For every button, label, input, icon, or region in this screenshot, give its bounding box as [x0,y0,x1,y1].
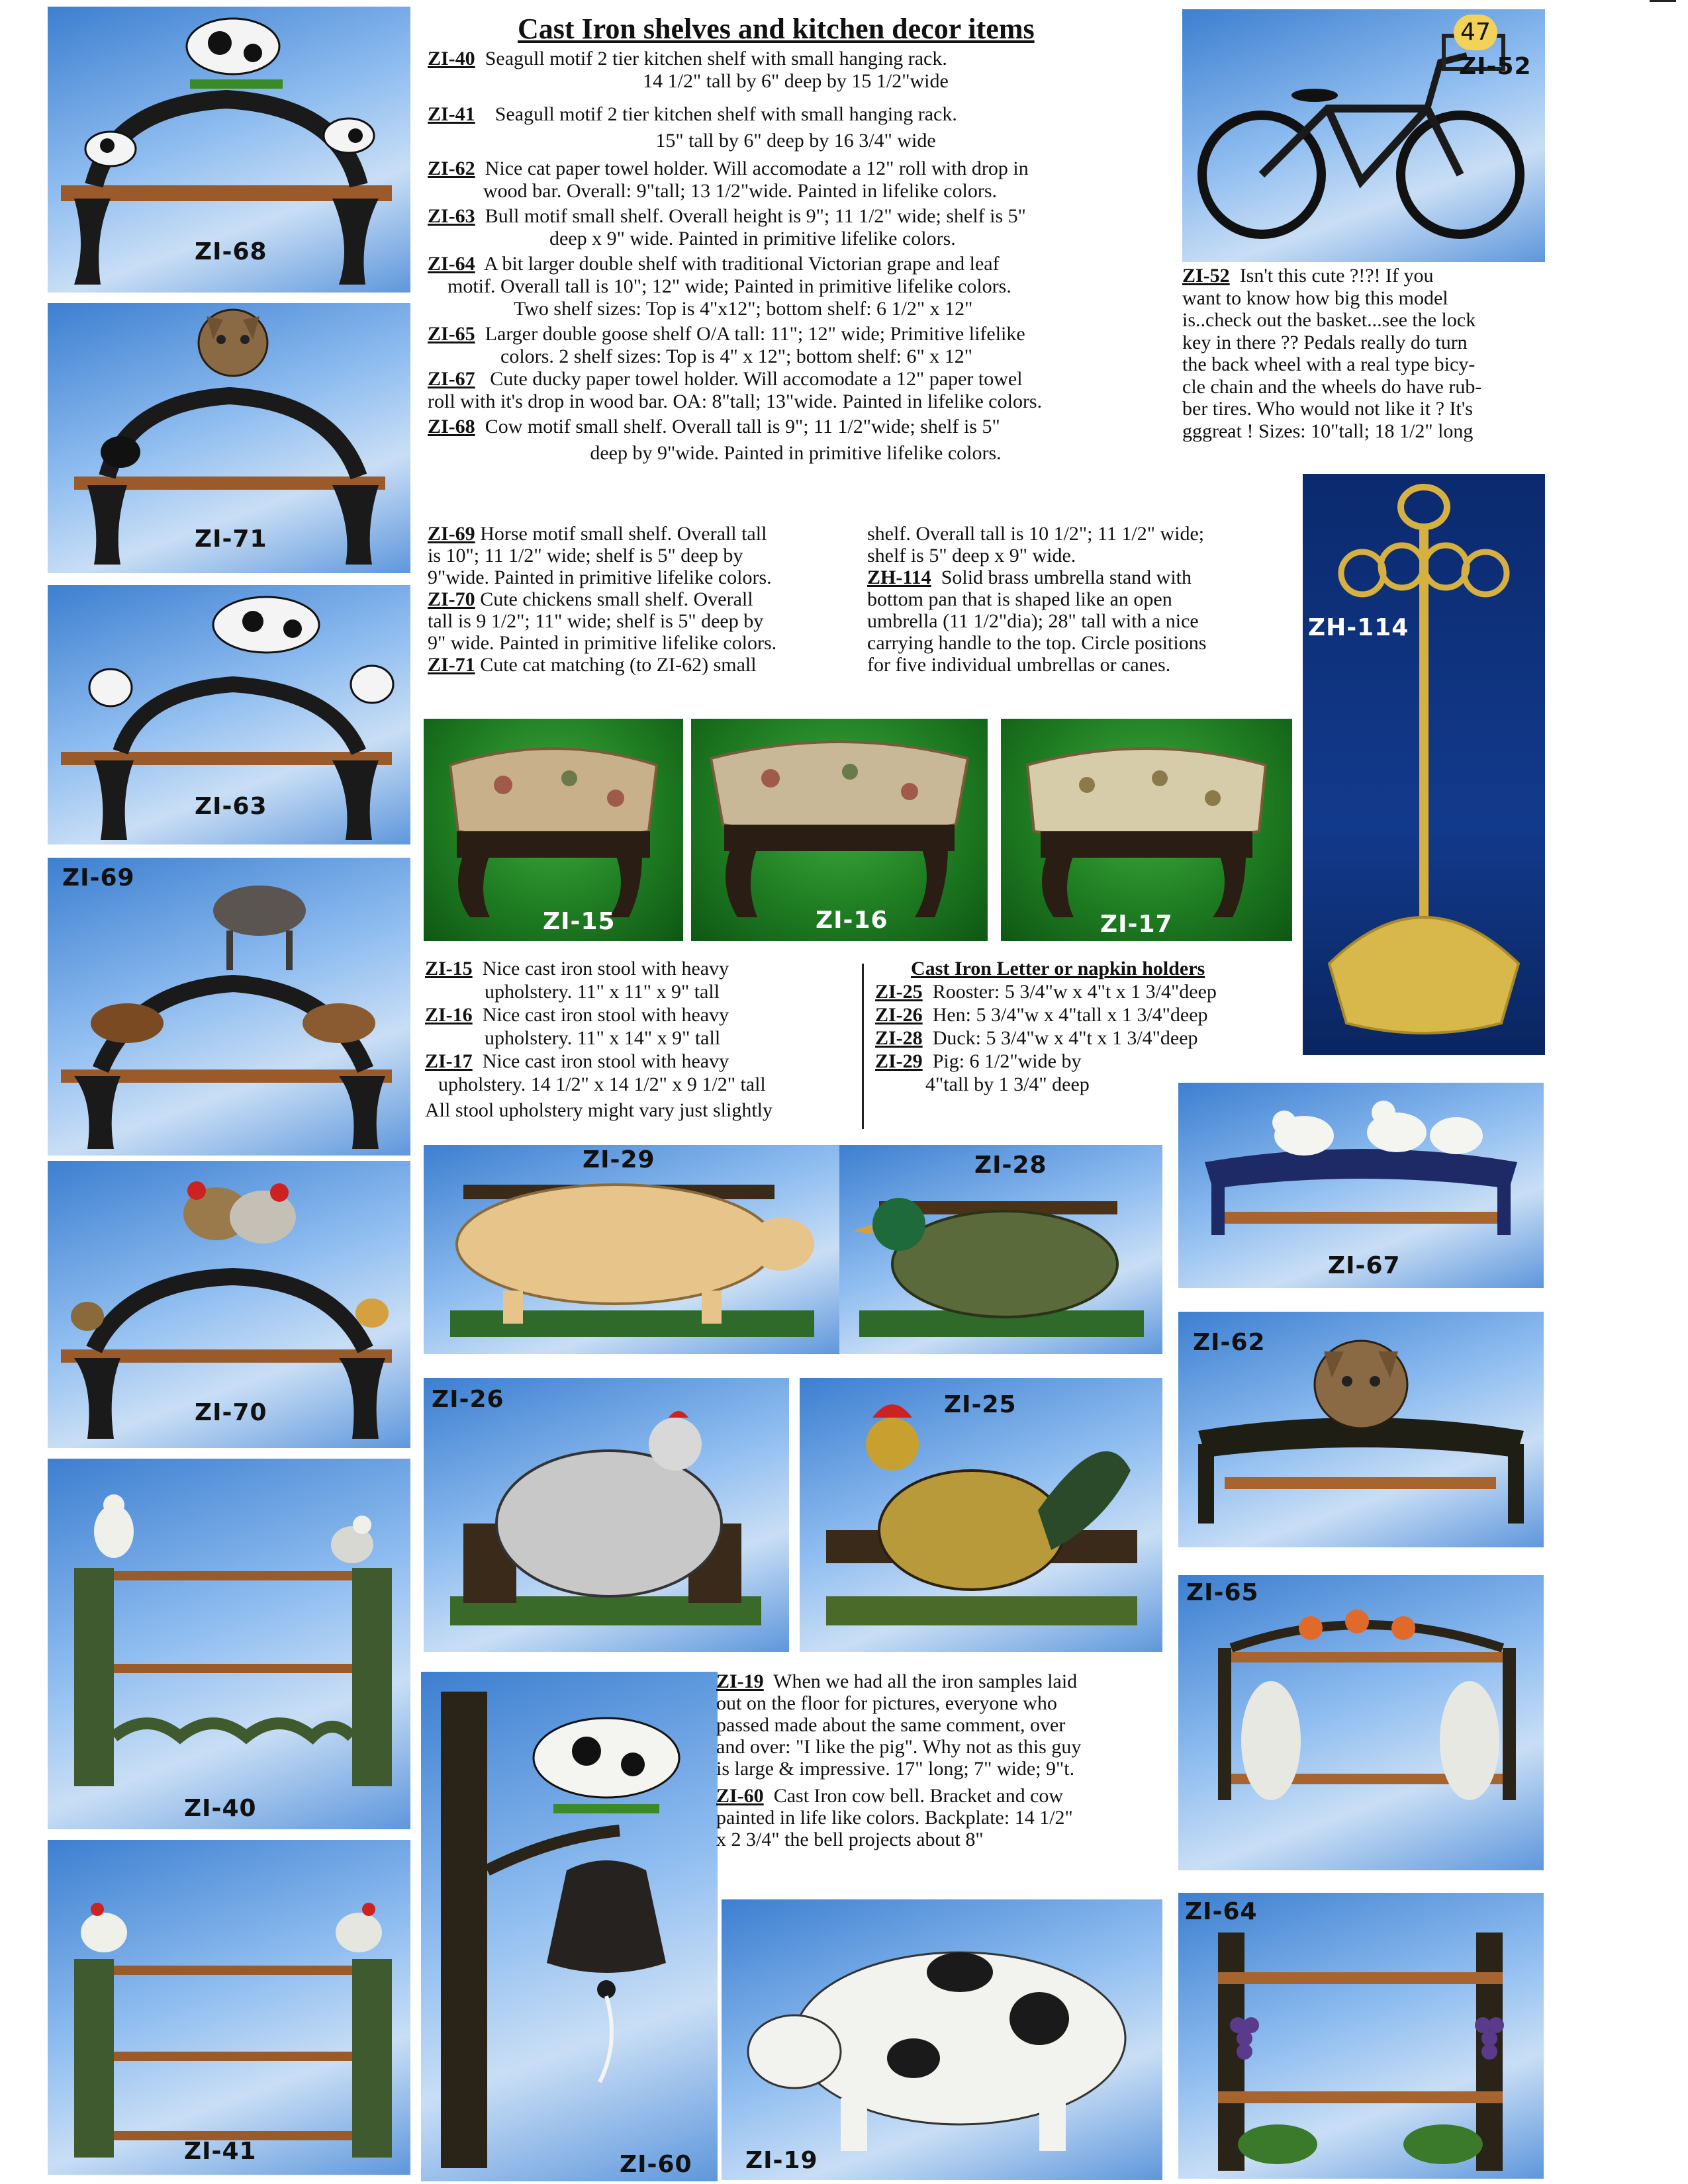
photo-label: ZI-16 [816,907,888,934]
rooster-shelf-illustration [48,1840,410,2175]
desc-zi-63: ZI-63 Bull motif small shelf. Overall height is 9"; 11 1/2" wide; shelf is 5" [428,205,1026,227]
photo-zi-17 [1001,719,1292,941]
photo-label: ZI-62 [1193,1329,1266,1356]
photo-label: ZI-68 [195,238,267,265]
photo-zi-67 [1178,1083,1544,1288]
seagull-shelf-illustration [48,1459,410,1829]
photo-zi-19 [722,1899,1162,2180]
pig-illustration [722,1899,1162,2180]
horse-chicken-cat-description: ZI-69 Horse motif small shelf. Overall tall is 10"; 11 1/2" wide; shelf is 5" deep by 9"wide. Painted in primitive lifelike colors. ZI-70 Cute chickens small shelf. Overall tall is 9 1/2"; 11" wide; shelf is 5" deep by 9" wide. Painted in primitive lifelike colors. ZI-71 Cute cat matching (to ZI-62) small [428,523,777,676]
photo-zi-70 [48,1161,410,1448]
photo-zi-65 [1178,1575,1544,1870]
cow-bell-illustration [421,1672,718,2181]
photo-zi-69 [48,858,410,1156]
photo-label: ZI-67 [1328,1252,1401,1279]
page-title: Cast Iron shelves and kitchen decor items [518,13,1035,45]
photo-label: ZI-52 [1459,53,1532,80]
pig-napkin-holder-illustration [424,1145,842,1354]
desc-zi-67: ZI-67 Cute ducky paper towel holder. Will accomodate a 12" paper towel [428,368,1023,390]
umbrella-stand-illustration [1303,474,1545,1055]
photo-zh-114 [1303,474,1545,1055]
goose-shelf-illustration [1178,1575,1544,1870]
photo-zi-40 [48,1459,410,1829]
photo-label: ZI-29 [583,1146,655,1173]
zi-52-description: ZI-52 Isn't this cute ?!?! If you want to know how big this model is..check out the basket...see the lock key in there ?? Pedals really do turn the back wheel with a real type bicy- cle chain and the wheels do have rub- ber tires. Who would not like it ? It's gggreat ! Sizes: 10"tall; 18 1/2" long [1182,265,1482,442]
photo-label: ZI-17 [1100,911,1173,938]
grape-shelf-illustration [1178,1893,1544,2179]
page-number: 47 [1454,15,1497,50]
umbrella-stand-description: shelf. Overall tall is 10 1/2"; 11 1/2" wide; shelf is 5" deep x 9" wide. ZH-114 Solid brass umbrella stand with bottom pan that is shaped like an open umbrella (11 1/2"dia); 28" tall with a nice carrying handle to the top. Circle positions for five individual umbrellas or canes. [867,523,1207,676]
divider [862,964,864,1129]
photo-zi-41 [48,1840,410,2175]
stool-illustration [1001,719,1292,941]
photo-label: ZI-19 [745,2147,818,2174]
bicycle-illustration [1182,9,1545,262]
desc-zi-68: ZI-68 Cow motif small shelf. Overall tall is 9"; 11 1/2"wide; shelf is 5" [428,416,1000,437]
photo-label: ZI-40 [184,1795,257,1822]
photo-zi-28 [839,1145,1162,1354]
photo-label: ZI-26 [432,1386,504,1413]
photo-zi-71 [48,303,410,573]
photo-zi-16 [691,719,988,941]
photo-zi-52 [1182,9,1545,262]
photo-label: ZI-60 [620,2151,692,2178]
napkin-holders-description: Cast Iron Letter or napkin holders ZI-25 Rooster: 5 3/4"w x 4"t x 1 3/4"deep ZI-26 Hen: 5 3/4"w x 4"tall x 1 3/4"deep ZI-28 Duck: 5 3/4"w x 4"t x 1 3/4"deep ZI-29 Pig: 6 1/2"wide by 4"tall by 1 3/4" deep [875,958,1217,1095]
photo-zi-25 [800,1378,1162,1652]
stools-description: ZI-15 Nice cast iron stool with heavy upholstery. 11" x 11" x 9" tall ZI-16 Nice cast iron stool with heavy upholstery. 11" x 14" x 9" tall ZI-17 Nice cast iron stool with heavy upholstery. 14 1/2" x 14 1/2" x 9 1/2" tall All stool upholstery might vary just slightly [425,958,773,1121]
photo-label: ZI-41 [184,2138,257,2165]
photo-label: ZH-114 [1308,614,1409,641]
photo-label: ZI-71 [195,525,267,553]
top-description-list: ZI-40 Seagull motif 2 tier kitchen shelf with small hanging rack. 14 1/2" tall by 6" deep by 15 1/2"wide ZI-41 Seagull motif 2 tier kitchen shelf with small hanging rack. 15" tall by 6" deep by 16 3/4" wide ZI-62 Nice cat paper towel holder. Will accomodate a 12" roll with drop in wood bar. Overall: 9"tall; 13 1/2"wide. Painted in lifelike colors. ZI-63 Bull motif small shelf. Overall height is 9"; 11 1/2" wide; shelf is 5" deep x 9" wide. Painted in primitive lifelike colors. ZI-64 A bit larger double shelf with traditional Victorian grape and leaf motif. Overall tall is 10"; 12" wide; Painted in primitive lifelike colors. Two shelf sizes: Top is 4"x12"; bottom shelf: 6 1/2" x 12" ZI-65 Larger double goose shelf O/A tall: 11"; 12" wide; Primitive lifelike colors. 2 shelf sizes: Top is 4" x 12"; bottom shelf: 6" x 12" ZI-67 Cute ducky paper towel holder. Will accomodate a 12" paper towel roll with it's drop in wood bar. OA: 8"tall; 13"wide. Painted in lifelike colors. ZI-68 Cow motif small shelf. Overall tall is 9"; 11 1/2"wide; shelf is 5" deep by 9"wide. Painted in primitive lifelike colors. [428,48,1164,465]
desc-zi-41: ZI-41 Seagull motif 2 tier kitchen shelf with small hanging rack. [428,103,957,125]
photo-label: ZI-64 [1185,1898,1258,1925]
photo-zi-64 [1178,1893,1544,2179]
photo-zi-29 [424,1145,842,1354]
photo-zi-68 [48,7,410,293]
hen-napkin-holder-illustration [424,1378,789,1652]
photo-zi-26 [424,1378,789,1652]
rooster-napkin-holder-illustration [800,1378,1162,1652]
photo-label: ZI-69 [62,864,135,891]
photo-label: ZI-63 [195,793,267,820]
photo-label: ZI-15 [543,908,616,935]
photo-label: ZI-65 [1186,1579,1259,1606]
desc-zi-40: ZI-40 Seagull motif 2 tier kitchen shelf with small hanging rack. [428,48,947,69]
desc-zi-65: ZI-65 Larger double goose shelf O/A tall: 11"; 12" wide; Primitive lifelike [428,323,1025,345]
pig-and-bell-description: ZI-19 When we had all the iron samples laid out on the floor for pictures, everyone who passed made about the same comment, over and over: "I like the pig". Why not as this guy is large & impressive. 17" long; 7" wide; 9"t. ZI-60 Cast Iron cow bell. Bracket and cow painted in life like colors. Backplate: 14 1/2" x 2 3/4" the bell projects about 8" [716,1670,1082,1850]
desc-zi-62: ZI-62 Nice cat paper towel holder. Will accomodate a 12" roll with drop in [428,158,1029,179]
photo-zi-15 [424,719,683,941]
photo-zi-63 [48,585,410,844]
photo-zi-60 [421,1672,718,2181]
photo-label: ZI-25 [944,1391,1017,1418]
photo-label: ZI-70 [195,1399,267,1426]
photo-label: ZI-28 [974,1152,1047,1179]
photo-zi-62 [1178,1312,1544,1547]
corner-mark [1650,0,1676,2]
horse-shelf-illustration [48,858,410,1156]
desc-zi-64: ZI-64 A bit larger double shelf with traditional Victorian grape and leaf [428,253,1000,275]
